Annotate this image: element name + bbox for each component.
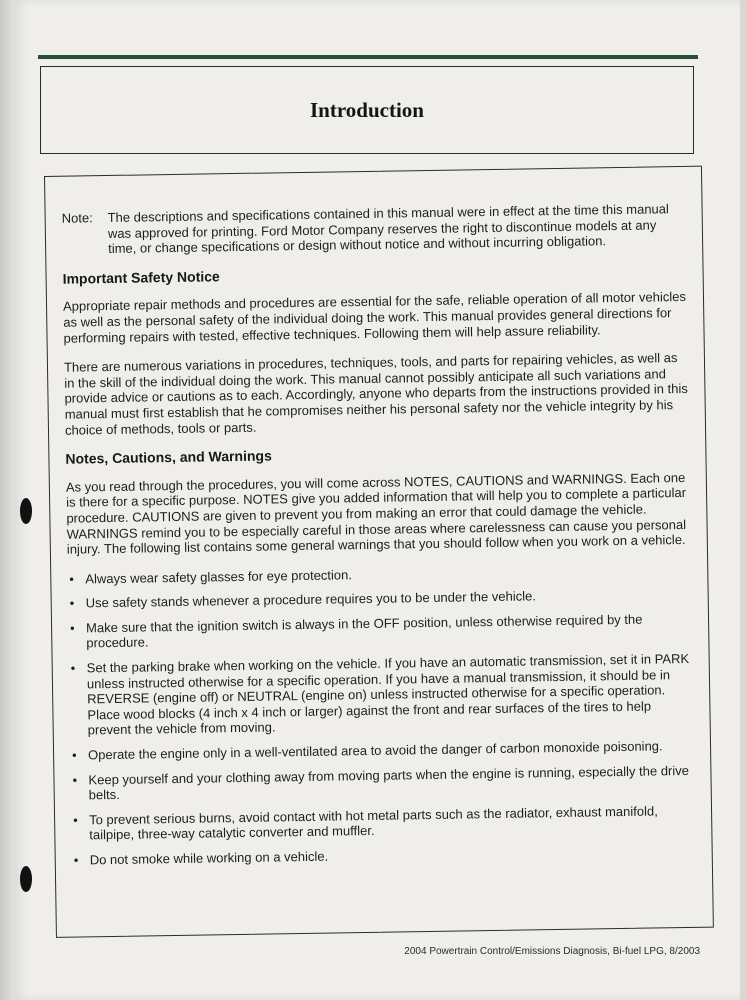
list-item-text: Make sure that the ignition switch is always in the OFF position, unless otherwise required by the procedure. — [85, 611, 643, 651]
binder-hole-upper — [20, 498, 32, 524]
list-item-text: Always wear safety glasses for eye protection. — [85, 566, 353, 587]
list-item — [68, 611, 694, 652]
safety-heading: Important Safety Notice — [62, 268, 220, 287]
list-item-text: Use safety stands whenever a procedure requires you to be under the vehicle. — [85, 588, 536, 611]
bullet-icon: • — [69, 571, 75, 587]
page-edge — [0, 0, 14, 1000]
list-item — [69, 651, 696, 739]
warnings-intro: As you read through the procedures, you will come across NOTES, CAUTIONS and WARNINGS. Each one is there for a specific purpose. NOTES give you added information that will help you to complete a particular procedure. CAUTIONS are given to prevent you from making an error that could damage the vehicle. WARNINGS remind you to be especially careful in those areas where carelessness can cause you personal injury. The following list contains some general warnings that you should follow when you work on a vehicle. — [65, 469, 687, 557]
binder-hole-lower — [20, 866, 32, 892]
list-item-text: Set the parking brake when working on the vehicle. If you have an automatic transmission, set it in PARK unless instructed otherwise for a specific operation. If you have a manual transmission, it should be in REVERSE (engine off) or NEUTRAL (engine on) unless instructed otherwise for a specific operation. Place wood blocks (4 inch x 4 inch or larger) against the front and rear surfaces of the tires to help prevent the vehicle from moving. — [86, 650, 690, 738]
content-box — [44, 166, 714, 938]
list-item — [70, 762, 696, 803]
page-footer: 2004 Powertrain Control/Emissions Diagnosis, Bi-fuel LPG, 8/2003 — [404, 946, 700, 957]
note-text: The descriptions and specifications contained in this manual were in effect at the time this manual was approved for printing. Ford Motor Company reserves the right to discontinue models at any time, or change specifications or design without notice and without incurring obligation. — [107, 201, 669, 257]
list-item — [68, 586, 694, 611]
bullet-icon: • — [72, 772, 78, 788]
list-item — [67, 562, 693, 587]
bullet-icon: • — [69, 595, 75, 611]
bullet-icon: • — [71, 747, 77, 763]
list-item — [72, 843, 698, 868]
warnings-list — [67, 562, 698, 869]
list-item-text: Operate the engine only in a well-ventilated area to avoid the danger of carbon monoxide poisoning. — [87, 738, 663, 763]
warnings-heading: Notes, Cautions, and Warnings — [65, 447, 272, 467]
list-item — [70, 738, 696, 763]
disclaimer-note — [62, 201, 689, 258]
title-box — [40, 66, 694, 154]
header-rule — [38, 55, 698, 59]
list-item-text: Keep yourself and your clothing away from moving parts when the engine is running, especially the drive belts. — [88, 762, 690, 803]
list-item — [71, 803, 697, 844]
content-body — [62, 201, 698, 877]
page-title: Introduction — [310, 97, 424, 122]
bullet-icon: • — [73, 852, 79, 868]
bullet-icon: • — [73, 812, 78, 828]
safety-paragraph-1: Appropriate repair methods and procedures are essential for the safe, reliable operation of all motor vehicles as well as the personal safety of the individual doing the work. This manual provides general directions for performing repairs with tested, effective techniques. Following them will help assure reliability. — [62, 289, 687, 346]
list-item-text: To prevent serious burns, avoid contact with hot metal parts such as the radiator, exhaust manifold, tailpipe, three-way catalytic converter and muffler. — [88, 803, 658, 843]
list-item-text: Do not smoke while working on a vehicle. — [89, 848, 329, 868]
bullet-icon: • — [70, 660, 76, 676]
note-label: Note: — [61, 210, 93, 226]
safety-paragraph-2: There are numerous variations in procedures, techniques, tools, and parts for repairing vehicles, as well as in the skill of the individual doing the work. This manual cannot possibly anticipate all such variations and provide advice or cautions as to each. Accordingly, anyone who departs from the instructions provided in this manual must first establish that he compromises neither his personal safety nor the vehicle integrity by his choice of methods, tools or parts. — [63, 350, 688, 438]
bullet-icon: • — [69, 620, 75, 636]
